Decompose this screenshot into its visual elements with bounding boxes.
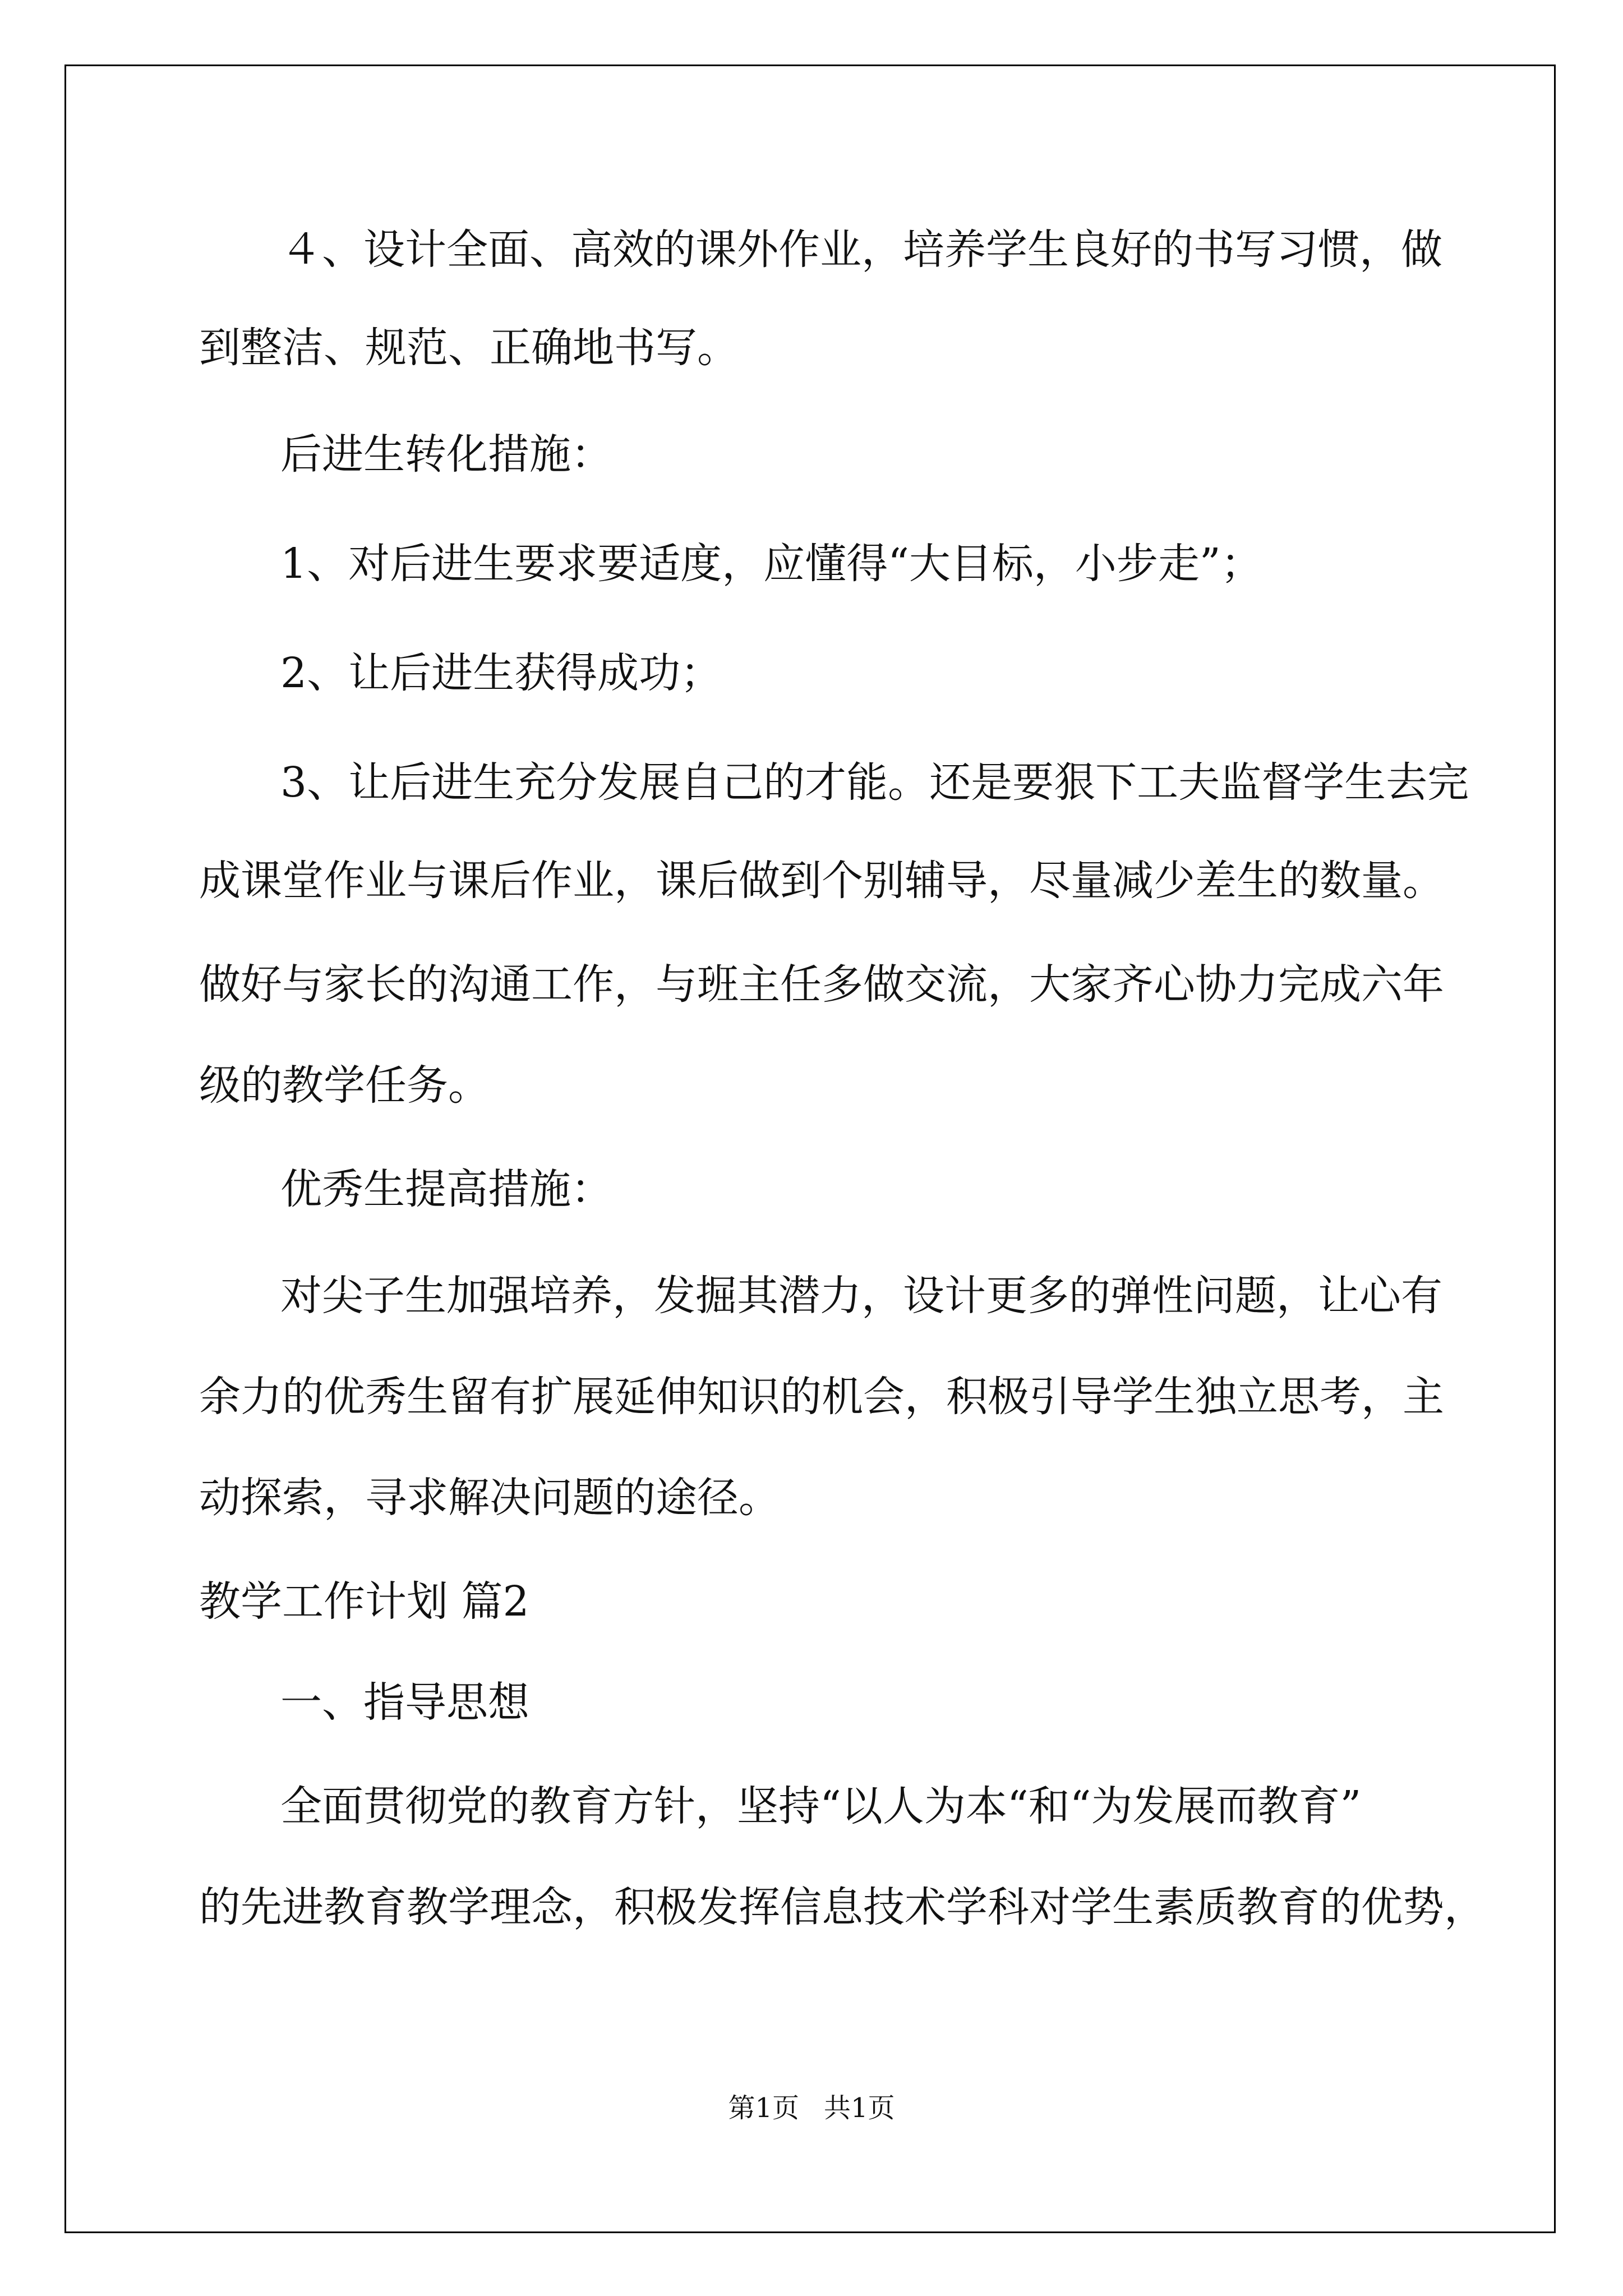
section-heading: 后进生转化措施： [280,430,612,478]
text-line: 级的教学任务。 [199,1061,490,1110]
text-line: 余力的优秀生留有扩展延伸知识的机会，积极引导学生独立思考，主 [199,1373,1444,1421]
section-heading: 一、指导思想 [280,1678,529,1727]
section-heading: 优秀生提高措施： [280,1165,612,1213]
text-line: 到整洁、规范、正确地书写。 [199,324,739,372]
page-number: 第1页 [728,2092,799,2124]
text-line: 成课堂作业与课后作业，课后做到个别辅导，尽量减少差生的数量。 [199,857,1444,905]
list-item: 2、让后进生获得成功； [280,649,722,697]
document-title: 教学工作计划 篇2 [199,1577,529,1626]
page-footer [0,2091,1623,2125]
list-item: 1、对后进生要求要适度，应懂得“大目标，小步走”； [280,540,1262,588]
page-total: 共1页 [824,2092,895,2124]
text-line: ４、设计全面、高效的课外作业，培养学生良好的书写习惯，做 [280,226,1442,274]
text-line: 对尖子生加强培养，发掘其潜力，设计更多的弹性问题，让心有 [280,1272,1442,1320]
text-line: 的先进教育教学理念，积极发挥信息技术学科对学生素质教育的优势， [199,1883,1486,1931]
text-line: 做好与家长的沟通工作，与班主任多做交流，大家齐心协力完成六年 [199,960,1444,1009]
list-item: 3、让后进生充分发展自己的才能。还是要狠下工夫监督学生去完 [280,758,1469,807]
text-line: 动探索，寻求解决问题的途径。 [199,1474,780,1522]
text-line: 全面贯彻党的教育方针，坚持“以人为本“和“为发展而教育” [280,1782,1362,1830]
